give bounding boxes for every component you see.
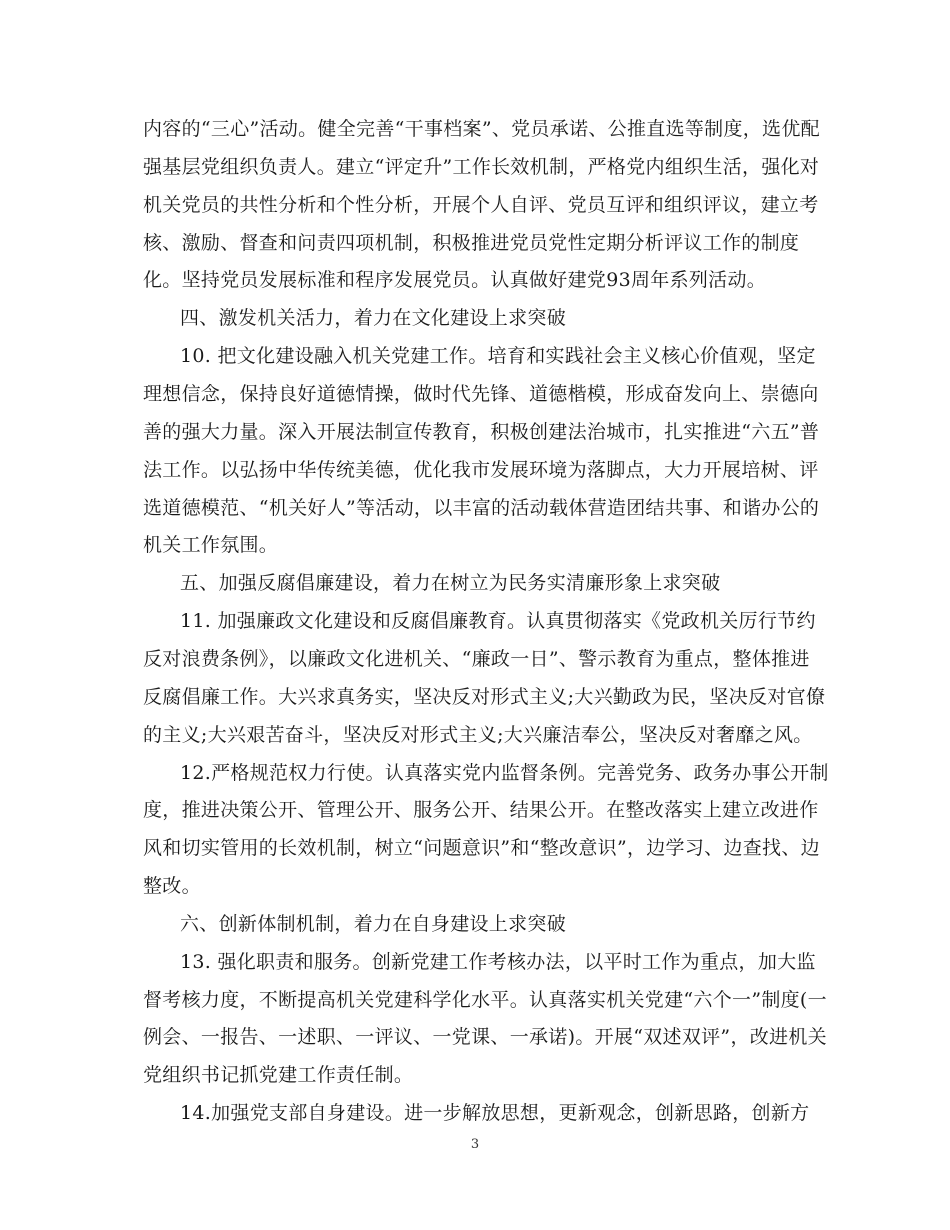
paragraph-line: 的主义;大兴艰苦奋斗，坚决反对形式主义;大兴廉洁奉公，坚决反对奢靡之风。 <box>143 724 813 746</box>
paragraph-line: 风和切实管用的长效机制，树立“问题意识”和“整改意识”，边学习、边查找、边 <box>143 837 820 859</box>
paragraph-line: 机关党员的共性分析和个性分析，开展个人自评、党员互评和组织评议，建立考 <box>143 194 819 216</box>
paragraph-line: 核、激励、督查和问责四项机制，积极推进党员党性定期分析评议工作的制度 <box>143 232 800 254</box>
paragraph-line: 化。坚持党员发展标准和程序发展党员。认真做好建党93周年系列活动。 <box>143 269 767 291</box>
section-heading: 五、加强反腐倡廉建设，着力在树立为民务实清廉形象上求突破 <box>180 572 721 594</box>
page-number: 3 <box>470 1137 480 1152</box>
paragraph-line: 整改。 <box>143 875 201 897</box>
paragraph-line: 法工作。以弘扬中华传统美德，优化我市发展环境为落脚点，大力开展培树、评 <box>143 459 819 481</box>
section-heading: 四、激发机关活力，着力在文化建设上求突破 <box>180 307 567 329</box>
paragraph-line: 理想信念，保持良好道德情操，做时代先锋、道德楷模，形成奋发向上、崇德向 <box>143 383 819 405</box>
section-heading: 六、创新体制机制，着力在自身建设上求突破 <box>180 913 567 935</box>
paragraph-line: 反腐倡廉工作。大兴求真务实，坚决反对形式主义;大兴勤政为民，坚决反对官僚 <box>143 686 826 708</box>
paragraph-line: 反对浪费条例》，以廉政文化进机关、“廉政一日”、警示教育为重点，整体推进 <box>143 648 810 670</box>
paragraph-line: 例会、一报告、一述职、一评议、一党课、一承诺)。开展“双述双评”，改进机关 <box>143 1026 827 1048</box>
paragraph-line: 度，推进决策公开、管理公开、服务公开、结果公开。在整改落实上建立改进作 <box>143 799 819 821</box>
paragraph-line: 善的强大力量。深入开展法制宣传教育，积极创建法治城市，扎实推进“六五”普 <box>143 421 820 443</box>
paragraph-line: 11. 加强廉政文化建设和反腐倡廉教育。认真贯彻落实《党政机关厉行节约 <box>180 610 816 632</box>
paragraph-line: 机关工作氛围。 <box>143 534 279 556</box>
paragraph-line: 强基层党组织负责人。建立“评定升”工作长效机制，严格党内组织生活，强化对 <box>143 156 820 178</box>
paragraph-line: 10. 把文化建设融入机关党建工作。培育和实践社会主义核心价值观，坚定 <box>180 345 816 367</box>
paragraph-line: 13. 强化职责和服务。创新党建工作考核办法，以平时工作为重点，加大监 <box>180 951 816 973</box>
paragraph-line: 内容的“三心”活动。健全完善“干事档案”、党员承诺、公推直选等制度，选优配 <box>143 118 820 140</box>
paragraph-line: 选道德模范、“机关好人”等活动，以丰富的活动载体营造团结共事、和谐办公的 <box>143 497 820 519</box>
paragraph-line: 12.严格规范权力行使。认真落实党内监督条例。完善党务、政务办事公开制 <box>180 762 829 784</box>
paragraph-line: 党组织书记抓党建工作责任制。 <box>143 1064 414 1086</box>
paragraph-line: 督考核力度，不断提高机关党建科学化水平。认真落实机关党建“六个一”制度(一 <box>143 989 827 1011</box>
paragraph-line: 14.加强党支部自身建设。进一步解放思想，更新观念，创新思路，创新方 <box>180 1102 810 1124</box>
